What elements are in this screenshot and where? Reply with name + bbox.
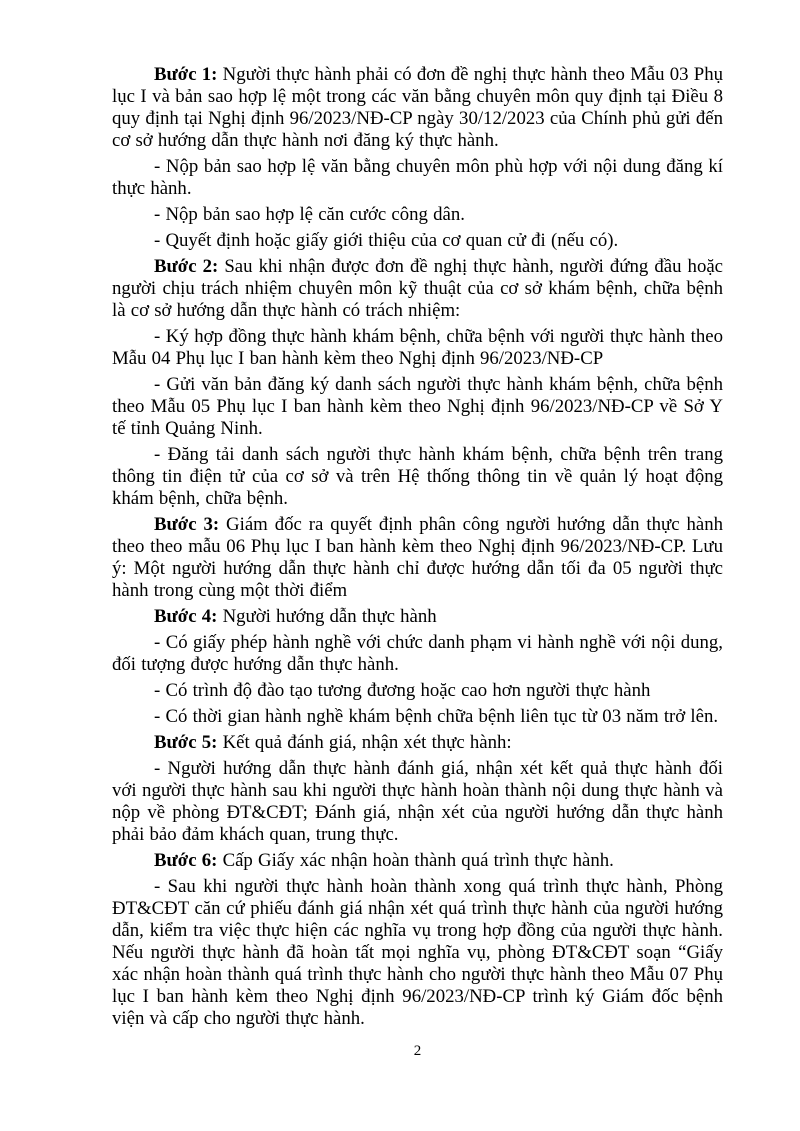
step-4-bullet-2-text: - Có trình độ đào tạo tương đương hoặc cao hơn người thực hành (154, 680, 651, 701)
step-5-paragraph (112, 728, 723, 754)
step-2-bullet-3 (112, 440, 723, 510)
step-4-bullet-3 (112, 702, 723, 728)
step-2-label: Bước 2: (154, 256, 219, 277)
step-3-label: Bước 3: (154, 514, 220, 535)
step-6-bullet-1-text: - Sau khi người thực hành hoàn thành xong quá trình thực hành, Phòng ĐT&CĐT căn cứ phiếu đánh giá nhận xét quá trình thực hành của người hướng dẫn, kiểm tra việc thực hiện các nghĩa vụ trong hợp đồng của người thực hành. Nếu người thực hành đã hoàn tất mọi nghĩa vụ, phòng ĐT&CĐT soạn “Giấy xác nhận hoàn thành quá trình thực hành cho người thực hành theo Mẫu 07 Phụ lục I ban hành kèm theo Nghị định 96/2023/NĐ-CP trình ký Giám đốc bệnh viện và cấp cho người thực hành. (112, 876, 723, 1029)
page-number: 2 (413, 1043, 422, 1059)
step-1-paragraph (112, 60, 723, 152)
step-1-label: Bước 1: (154, 64, 218, 85)
step-1-text: Người thực hành phải có đơn đề nghị thực hành theo Mẫu 03 Phụ lục I và bản sao hợp lệ một trong các văn bằng chuyên môn quy định tại Điều 8 quy định tại Nghị định 96/2023/NĐ-CP ngày 30/12/2023 của Chính phủ gửi đến cơ sở hướng dẫn thực hành nơi đăng ký thực hành. (112, 64, 723, 151)
step-6-label: Bước 6: (154, 850, 218, 871)
step-2-bullet-2-text: - Gửi văn bản đăng ký danh sách người thực hành khám bệnh, chữa bệnh theo Mẫu 05 Phụ lục I ban hành kèm theo Nghị định 96/2023/NĐ-CP về Sở Y tế tỉnh Quảng Ninh. (112, 374, 723, 439)
step-4-paragraph (112, 602, 723, 628)
step-2-text: Sau khi nhận được đơn đề nghị thực hành, người đứng đầu hoặc người chịu trách nhiệm chuyên môn kỹ thuật của cơ sở khám bệnh, chữa bệnh là cơ sở hướng dẫn thực hành có trách nhiệm: (112, 256, 724, 321)
step-2-bullet-1-text: - Ký hợp đồng thực hành khám bệnh, chữa bệnh với người thực hành theo Mẫu 04 Phụ lục I ban hành kèm theo Nghị định 96/2023/NĐ-CP (112, 326, 723, 369)
step-6-paragraph (112, 846, 723, 872)
step-2-bullet-2 (112, 370, 723, 440)
step-2-bullet-1 (112, 322, 723, 370)
step-1-bullet-1 (112, 152, 723, 200)
step-1-bullet-2-text: - Nộp bản sao hợp lệ căn cước công dân. (154, 204, 465, 225)
step-5-bullet-1-text: - Người hướng dẫn thực hành đánh giá, nhận xét kết quả thực hành đối với người thực hành sau khi người thực hành hoàn thành nội dung thực hành và nộp về phòng ĐT&CĐT; Đánh giá, nhận xét của người hướng dẫn thực hành phải bảo đảm khách quan, trung thực. (112, 758, 723, 845)
step-6-bullet-1 (112, 872, 723, 1030)
step-4-text: Người hướng dẫn thực hành (217, 606, 437, 627)
step-1-bullet-3-text: - Quyết định hoặc giấy giới thiệu của cơ quan cử đi (nếu có). (154, 230, 619, 251)
step-5-bullet-1 (112, 754, 723, 846)
step-2-bullet-3-text: - Đăng tải danh sách người thực hành khám bệnh, chữa bệnh trên trang thông tin điện tử của cơ sở và trên Hệ thống thông tin về quản lý hoạt động khám bệnh, chữa bệnh. (112, 444, 723, 509)
step-6-text: Cấp Giấy xác nhận hoàn thành quá trình thực hành. (217, 850, 614, 871)
step-4-bullet-2 (112, 676, 723, 702)
step-3-paragraph (112, 510, 723, 602)
step-4-bullet-1 (112, 628, 723, 676)
step-5-label: Bước 5: (154, 732, 218, 753)
step-4-bullet-1-text: - Có giấy phép hành nghề với chức danh phạm vi hành nghề với nội dung, đối tượng được hướng dẫn thực hành. (112, 632, 723, 675)
step-3-text: Giám đốc ra quyết định phân công người hướng dẫn thực hành theo theo mẫu 06 Phụ lục I ban hành kèm theo Nghị định 96/2023/NĐ-CP. Lưu ý: Một người hướng dẫn thực hành chỉ được hướng dẫn tối đa 05 người thực hành trong cùng một thời điểm (112, 514, 723, 601)
step-1-bullet-3 (112, 226, 723, 252)
step-4-label: Bước 4: (154, 606, 218, 627)
step-2-paragraph (112, 252, 723, 322)
step-4-bullet-3-text: - Có thời gian hành nghề khám bệnh chữa bệnh liên tục từ 03 năm trở lên. (154, 706, 719, 727)
step-1-bullet-1-text: - Nộp bản sao hợp lệ văn bằng chuyên môn phù hợp với nội dung đăng kí thực hành. (112, 156, 723, 199)
step-1-bullet-2 (112, 200, 723, 226)
step-5-text: Kết quả đánh giá, nhận xét thực hành: (217, 732, 512, 753)
